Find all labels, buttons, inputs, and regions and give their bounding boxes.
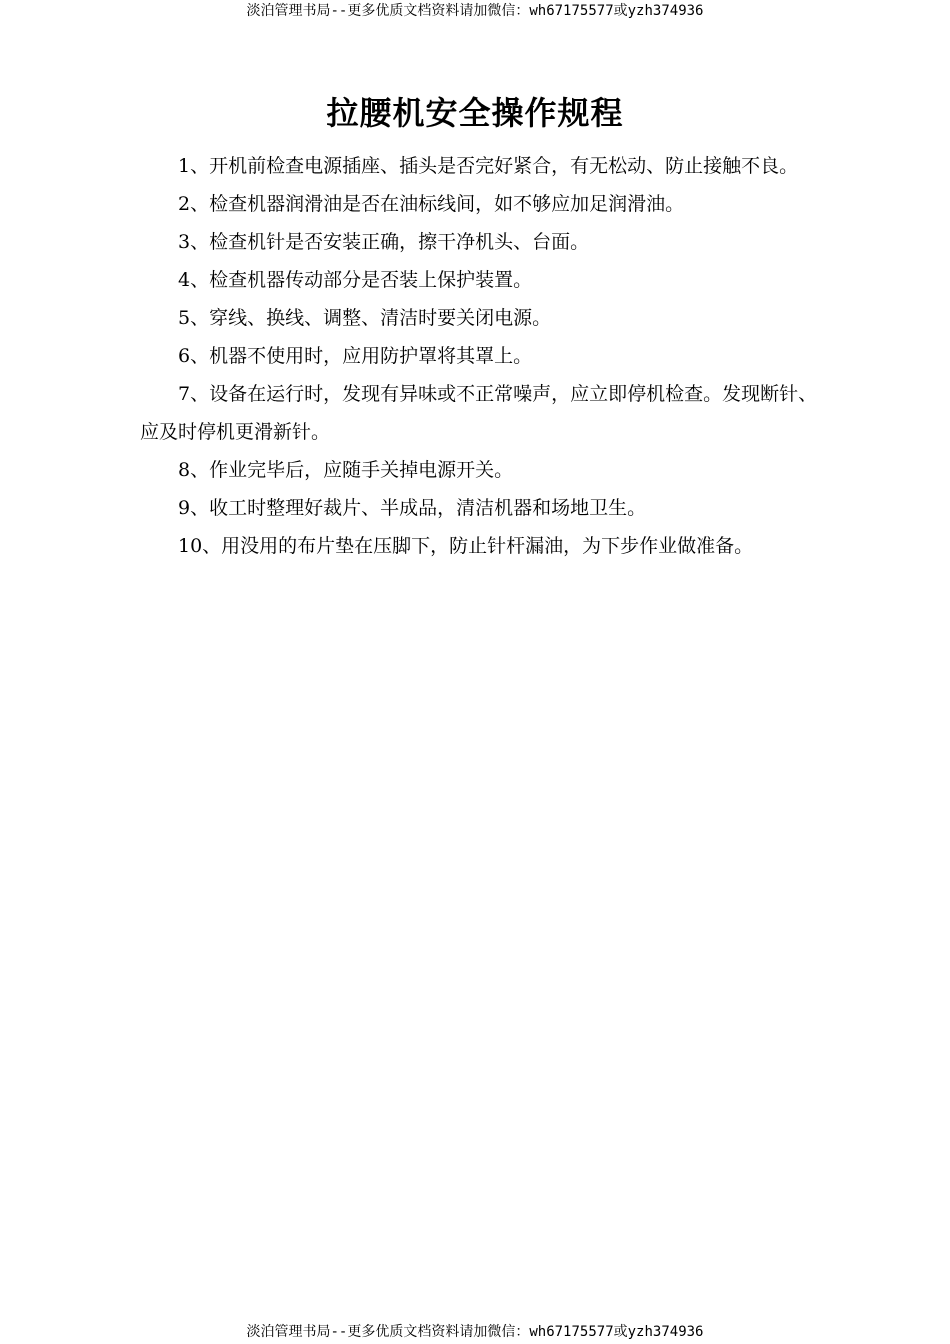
- paragraph-1: 1、开机前检查电源插座、插头是否完好紧合，有无松动、防止接触不良。: [178, 155, 799, 177]
- paragraph-2: 2、检查机器润滑油是否在油标线间，如不够应加足润滑油。: [178, 193, 685, 215]
- paragraph-6: 6、机器不使用时，应用防护罩将其罩上。: [178, 345, 533, 367]
- paragraph-4: 4、检查机器传动部分是否装上保护装置。: [178, 269, 533, 291]
- page-header: 淡泊管理书局--更多优质文档资料请加微信：wh67175577或yzh374936: [246, 3, 704, 19]
- paragraph-3: 3、检查机针是否安装正确，擦干净机头、台面。: [178, 231, 590, 253]
- paragraph-9: 9、收工时整理好裁片、半成品，清洁机器和场地卫生。: [178, 497, 647, 519]
- paragraph-10: 10、用没用的布片垫在压脚下，防止针杆漏油，为下步作业做准备。: [178, 535, 754, 557]
- document-title: 拉腰机安全操作规程: [326, 94, 624, 132]
- paragraph-8: 8、作业完毕后，应随手关掉电源开关。: [178, 459, 514, 481]
- page-footer: 淡泊管理书局--更多优质文档资料请加微信：wh67175577或yzh374936: [246, 1324, 704, 1340]
- paragraph-5: 5、穿线、换线、调整、清洁时要关闭电源。: [178, 307, 552, 329]
- paragraph-7: 7、设备在运行时，发现有异味或不正常噪声，应立即停机检查。发现断针、 应及时停机更滑新针。: [140, 383, 818, 443]
- document-body: [140, 147, 818, 565]
